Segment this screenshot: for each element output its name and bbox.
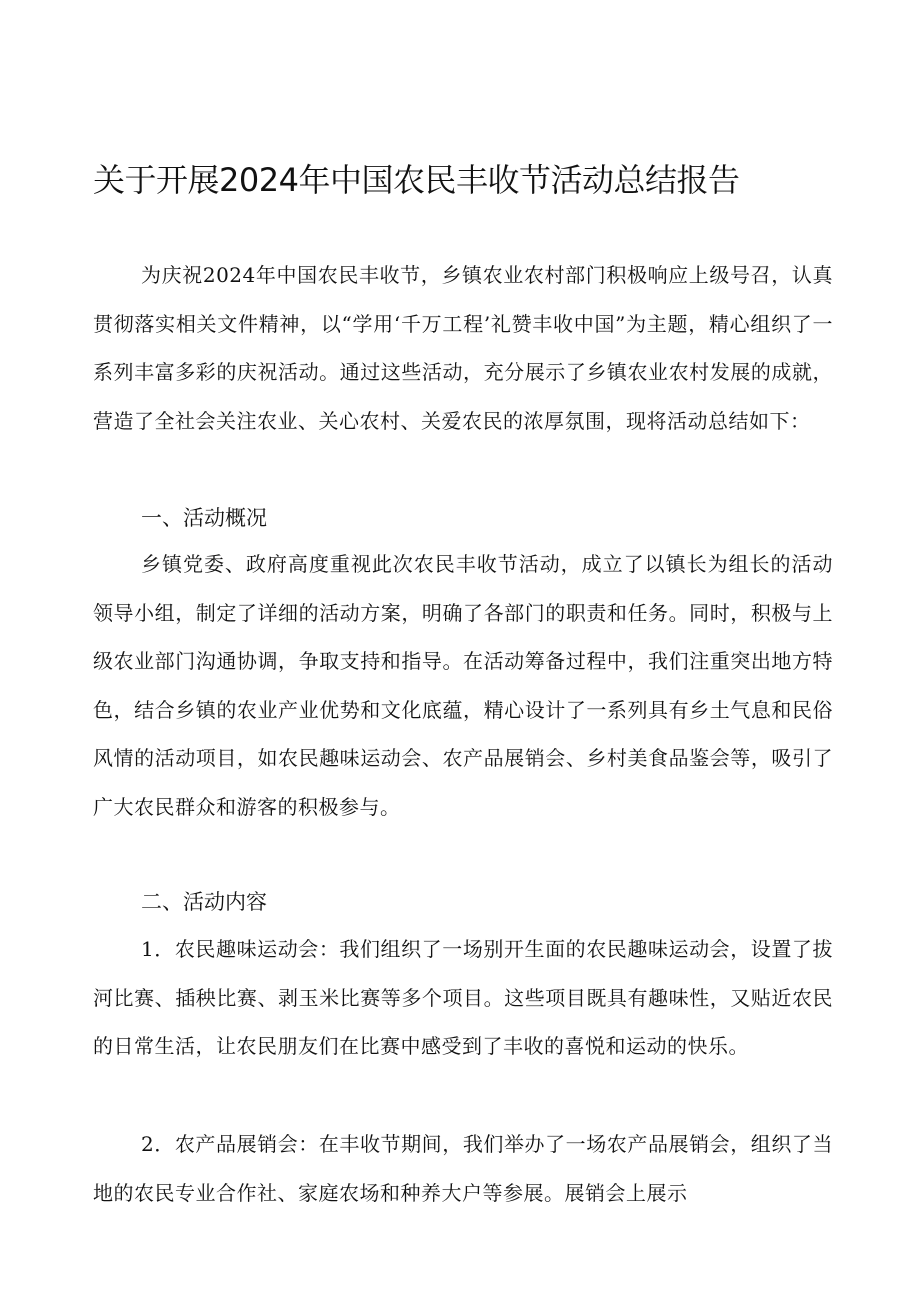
- overview-paragraph: 乡镇党委、政府高度重视此次农民丰收节活动，成立了以镇长为组长的活动领导小组，制定了详细的活动方案，明确了各部门的职责和任务。同时，积极与上级农业部门沟通协调，争取支持和指导。在活动筹备过程中，我们注重突出地方特色，结合乡镇的农业产业优势和文化底蕴，精心设计了一系列具有乡土气息和民俗风情的活动项目，如农民趣味运动会、农产品展销会、乡村美食品鉴会等，吸引了广大农民群众和游客的积极参与。: [93, 552, 833, 819]
- section-heading-overview: 一、活动概况: [141, 506, 267, 530]
- section-heading-content: 二、活动内容: [141, 890, 267, 914]
- content-item-expo: 2．农产品展销会：在丰收节期间，我们举办了一场农产品展销会，组织了当地的农民专业合作社、家庭农场和种养大户等参展。展销会上展示: [93, 1132, 833, 1205]
- document-title: 关于开展2024年中国农民丰收节活动总结报告: [93, 161, 740, 199]
- intro-paragraph: 为庆祝2024年中国农民丰收节，乡镇农业农村部门积极响应上级号召，认真贯彻落实相关文件精神，以“学用‘千万工程’礼赞丰收中国”为主题，精心组织了一系列丰富多彩的庆祝活动。通过这些活动，充分展示了乡镇农业农村发展的成就，营造了全社会关注农业、关心农村、关爱农民的浓厚氛围，现将活动总结如下：: [93, 263, 833, 433]
- content-item-sports-meet: 1．农民趣味运动会：我们组织了一场别开生面的农民趣味运动会，设置了拔河比赛、插秧比赛、剥玉米比赛等多个项目。这些项目既具有趣味性，又贴近农民的日常生活，让农民朋友们在比赛中感受到了丰收的喜悦和运动的快乐。: [93, 937, 833, 1058]
